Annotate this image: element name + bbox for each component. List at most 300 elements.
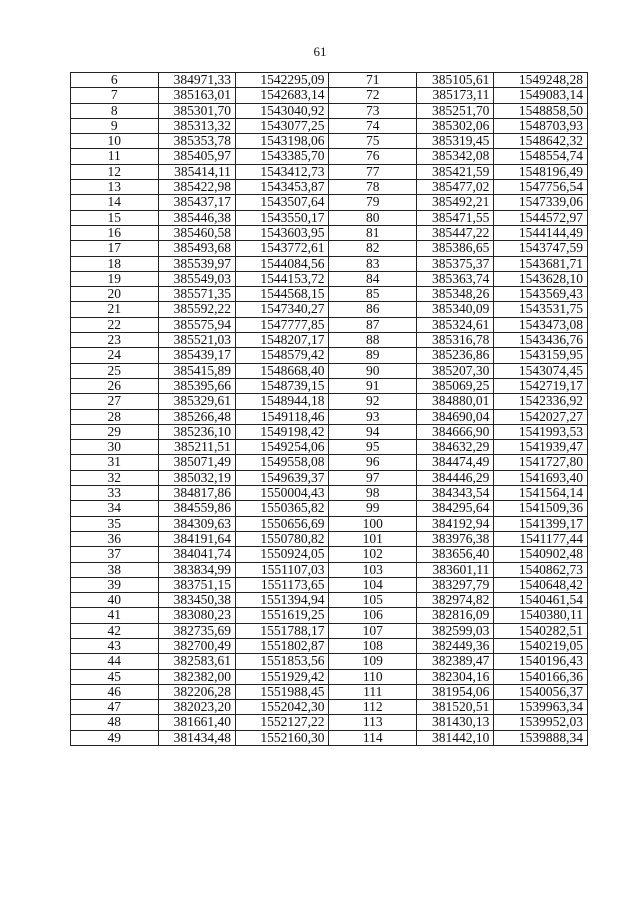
y-coordinate-cell: 1550365,82 (235, 501, 329, 516)
table-row (71, 684, 588, 699)
x-coordinate-cell: 385105,61 (416, 73, 493, 88)
y-coordinate-cell: 1543077,25 (235, 118, 329, 133)
table-row (71, 348, 588, 363)
y-coordinate-cell: 1543569,43 (494, 287, 588, 302)
x-coordinate-cell: 384632,29 (416, 440, 493, 455)
point-number-cell: 34 (71, 501, 159, 516)
y-coordinate-cell: 1542683,14 (235, 88, 329, 103)
x-coordinate-cell: 385437,17 (158, 195, 235, 210)
point-number-cell: 106 (329, 608, 417, 623)
point-number-cell: 82 (329, 241, 417, 256)
y-coordinate-cell: 1551394,94 (235, 593, 329, 608)
y-coordinate-cell: 1550924,05 (235, 547, 329, 562)
x-coordinate-cell: 385446,38 (158, 210, 235, 225)
table-row (71, 654, 588, 669)
x-coordinate-cell: 384309,63 (158, 516, 235, 531)
table-row (71, 440, 588, 455)
y-coordinate-cell: 1540461,54 (494, 593, 588, 608)
y-coordinate-cell: 1549639,37 (235, 470, 329, 485)
point-number-cell: 30 (71, 440, 159, 455)
point-number-cell: 105 (329, 593, 417, 608)
x-coordinate-cell: 385492,21 (416, 195, 493, 210)
x-coordinate-cell: 381430,13 (416, 715, 493, 730)
x-coordinate-cell: 381442,10 (416, 730, 493, 745)
y-coordinate-cell: 1543747,59 (494, 241, 588, 256)
point-number-cell: 9 (71, 118, 159, 133)
x-coordinate-cell: 385316,78 (416, 333, 493, 348)
x-coordinate-cell: 385207,30 (416, 363, 493, 378)
point-number-cell: 10 (71, 134, 159, 149)
x-coordinate-cell: 385363,74 (416, 271, 493, 286)
point-number-cell: 112 (329, 700, 417, 715)
y-coordinate-cell: 1544084,56 (235, 256, 329, 271)
x-coordinate-cell: 381954,06 (416, 684, 493, 699)
x-coordinate-cell: 383450,38 (158, 593, 235, 608)
x-coordinate-cell: 382700,49 (158, 638, 235, 653)
x-coordinate-cell: 385375,37 (416, 256, 493, 271)
point-number-cell: 28 (71, 409, 159, 424)
x-coordinate-cell: 382974,82 (416, 593, 493, 608)
point-number-cell: 83 (329, 256, 417, 271)
y-coordinate-cell: 1548944,18 (235, 394, 329, 409)
table-row (71, 195, 588, 210)
x-coordinate-cell: 383080,23 (158, 608, 235, 623)
point-number-cell: 76 (329, 149, 417, 164)
x-coordinate-cell: 382449,36 (416, 638, 493, 653)
y-coordinate-cell: 1543681,71 (494, 256, 588, 271)
y-coordinate-cell: 1544572,97 (494, 210, 588, 225)
table-row (71, 241, 588, 256)
y-coordinate-cell: 1548642,32 (494, 134, 588, 149)
point-number-cell: 111 (329, 684, 417, 699)
point-number-cell: 108 (329, 638, 417, 653)
x-coordinate-cell: 385539,97 (158, 256, 235, 271)
point-number-cell: 75 (329, 134, 417, 149)
x-coordinate-cell: 384446,29 (416, 470, 493, 485)
point-number-cell: 72 (329, 88, 417, 103)
page-number: 61 (313, 44, 327, 59)
x-coordinate-cell: 385324,61 (416, 317, 493, 332)
y-coordinate-cell: 1547340,27 (235, 302, 329, 317)
x-coordinate-cell: 385236,10 (158, 424, 235, 439)
x-coordinate-cell: 382304,16 (416, 669, 493, 684)
point-number-cell: 38 (71, 562, 159, 577)
x-coordinate-cell: 383297,79 (416, 577, 493, 592)
y-coordinate-cell: 1549248,28 (494, 73, 588, 88)
point-number-cell: 47 (71, 700, 159, 715)
table-row (71, 486, 588, 501)
y-coordinate-cell: 1539963,34 (494, 700, 588, 715)
point-number-cell: 71 (329, 73, 417, 88)
y-coordinate-cell: 1552127,22 (235, 715, 329, 730)
x-coordinate-cell: 385395,66 (158, 378, 235, 393)
point-number-cell: 22 (71, 317, 159, 332)
point-number-cell: 32 (71, 470, 159, 485)
y-coordinate-cell: 1548554,74 (494, 149, 588, 164)
table-row (71, 333, 588, 348)
x-coordinate-cell: 385071,49 (158, 455, 235, 470)
point-number-cell: 73 (329, 103, 417, 118)
table-row (71, 164, 588, 179)
point-number-cell: 35 (71, 516, 159, 531)
x-coordinate-cell: 381661,40 (158, 715, 235, 730)
point-number-cell: 29 (71, 424, 159, 439)
x-coordinate-cell: 383834,99 (158, 562, 235, 577)
table-row (71, 88, 588, 103)
point-number-cell: 87 (329, 317, 417, 332)
point-number-cell: 81 (329, 225, 417, 240)
table-row (71, 638, 588, 653)
point-number-cell: 16 (71, 225, 159, 240)
point-number-cell: 41 (71, 608, 159, 623)
y-coordinate-cell: 1547339,06 (494, 195, 588, 210)
point-number-cell: 33 (71, 486, 159, 501)
point-number-cell: 42 (71, 623, 159, 638)
y-coordinate-cell: 1549118,46 (235, 409, 329, 424)
y-coordinate-cell: 1543531,75 (494, 302, 588, 317)
y-coordinate-cell: 1548858,50 (494, 103, 588, 118)
point-number-cell: 17 (71, 241, 159, 256)
table-row (71, 394, 588, 409)
x-coordinate-cell: 384474,49 (416, 455, 493, 470)
point-number-cell: 23 (71, 333, 159, 348)
x-coordinate-cell: 382023,20 (158, 700, 235, 715)
y-coordinate-cell: 1540196,43 (494, 654, 588, 669)
table-row (71, 210, 588, 225)
x-coordinate-cell: 385592,22 (158, 302, 235, 317)
x-coordinate-cell: 383976,38 (416, 531, 493, 546)
table-row (71, 317, 588, 332)
x-coordinate-cell: 385173,11 (416, 88, 493, 103)
x-coordinate-cell: 383656,40 (416, 547, 493, 562)
table-row (71, 700, 588, 715)
point-number-cell: 86 (329, 302, 417, 317)
y-coordinate-cell: 1549254,06 (235, 440, 329, 455)
point-number-cell: 99 (329, 501, 417, 516)
y-coordinate-cell: 1540648,42 (494, 577, 588, 592)
point-number-cell: 109 (329, 654, 417, 669)
y-coordinate-cell: 1541399,17 (494, 516, 588, 531)
x-coordinate-cell: 385329,61 (158, 394, 235, 409)
point-number-cell: 31 (71, 455, 159, 470)
table-row (71, 669, 588, 684)
x-coordinate-cell: 385421,59 (416, 164, 493, 179)
point-number-cell: 88 (329, 333, 417, 348)
point-number-cell: 18 (71, 256, 159, 271)
table-row (71, 103, 588, 118)
x-coordinate-cell: 385439,17 (158, 348, 235, 363)
y-coordinate-cell: 1551788,17 (235, 623, 329, 638)
y-coordinate-cell: 1551988,45 (235, 684, 329, 699)
y-coordinate-cell: 1543159,95 (494, 348, 588, 363)
x-coordinate-cell: 385163,01 (158, 88, 235, 103)
point-number-cell: 48 (71, 715, 159, 730)
point-number-cell: 102 (329, 547, 417, 562)
x-coordinate-cell: 383601,11 (416, 562, 493, 577)
x-coordinate-cell: 385477,02 (416, 180, 493, 195)
point-number-cell: 110 (329, 669, 417, 684)
x-coordinate-cell: 385266,48 (158, 409, 235, 424)
x-coordinate-cell: 385405,97 (158, 149, 235, 164)
y-coordinate-cell: 1551619,25 (235, 608, 329, 623)
point-number-cell: 74 (329, 118, 417, 133)
y-coordinate-cell: 1549083,14 (494, 88, 588, 103)
y-coordinate-cell: 1540056,37 (494, 684, 588, 699)
y-coordinate-cell: 1547777,85 (235, 317, 329, 332)
table-row (71, 73, 588, 88)
y-coordinate-cell: 1551802,87 (235, 638, 329, 653)
point-number-cell: 92 (329, 394, 417, 409)
y-coordinate-cell: 1541509,36 (494, 501, 588, 516)
x-coordinate-cell: 385302,06 (416, 118, 493, 133)
point-number-cell: 84 (329, 271, 417, 286)
x-coordinate-cell: 385032,19 (158, 470, 235, 485)
x-coordinate-cell: 385313,32 (158, 118, 235, 133)
table-row (71, 409, 588, 424)
point-number-cell: 36 (71, 531, 159, 546)
y-coordinate-cell: 1550780,82 (235, 531, 329, 546)
y-coordinate-cell: 1551107,03 (235, 562, 329, 577)
point-number-cell: 26 (71, 378, 159, 393)
x-coordinate-cell: 385521,03 (158, 333, 235, 348)
x-coordinate-cell: 381434,48 (158, 730, 235, 745)
x-coordinate-cell: 384880,01 (416, 394, 493, 409)
y-coordinate-cell: 1541564,14 (494, 486, 588, 501)
x-coordinate-cell: 385422,98 (158, 180, 235, 195)
table-row (71, 134, 588, 149)
x-coordinate-cell: 384817,86 (158, 486, 235, 501)
y-coordinate-cell: 1543550,17 (235, 210, 329, 225)
y-coordinate-cell: 1549558,08 (235, 455, 329, 470)
point-number-cell: 100 (329, 516, 417, 531)
y-coordinate-cell: 1548739,15 (235, 378, 329, 393)
x-coordinate-cell: 384041,74 (158, 547, 235, 562)
x-coordinate-cell: 385301,70 (158, 103, 235, 118)
x-coordinate-cell: 385386,65 (416, 241, 493, 256)
y-coordinate-cell: 1543628,10 (494, 271, 588, 286)
x-coordinate-cell: 384690,04 (416, 409, 493, 424)
y-coordinate-cell: 1552160,30 (235, 730, 329, 745)
table-row (71, 256, 588, 271)
x-coordinate-cell: 385348,26 (416, 287, 493, 302)
point-number-cell: 7 (71, 88, 159, 103)
point-number-cell: 44 (71, 654, 159, 669)
y-coordinate-cell: 1541693,40 (494, 470, 588, 485)
table-row (71, 149, 588, 164)
point-number-cell: 107 (329, 623, 417, 638)
point-number-cell: 90 (329, 363, 417, 378)
y-coordinate-cell: 1548196,49 (494, 164, 588, 179)
x-coordinate-cell: 385414,11 (158, 164, 235, 179)
y-coordinate-cell: 1544153,72 (235, 271, 329, 286)
y-coordinate-cell: 1548579,42 (235, 348, 329, 363)
point-number-cell: 25 (71, 363, 159, 378)
table-row (71, 378, 588, 393)
y-coordinate-cell: 1541993,53 (494, 424, 588, 439)
x-coordinate-cell: 385471,55 (416, 210, 493, 225)
point-number-cell: 103 (329, 562, 417, 577)
x-coordinate-cell: 384559,86 (158, 501, 235, 516)
y-coordinate-cell: 1540862,73 (494, 562, 588, 577)
table-row (71, 455, 588, 470)
y-coordinate-cell: 1543074,45 (494, 363, 588, 378)
y-coordinate-cell: 1539952,03 (494, 715, 588, 730)
point-number-cell: 89 (329, 348, 417, 363)
point-number-cell: 46 (71, 684, 159, 699)
point-number-cell: 8 (71, 103, 159, 118)
y-coordinate-cell: 1542295,09 (235, 73, 329, 88)
x-coordinate-cell: 385493,68 (158, 241, 235, 256)
x-coordinate-cell: 383751,15 (158, 577, 235, 592)
point-number-cell: 45 (71, 669, 159, 684)
point-number-cell: 98 (329, 486, 417, 501)
x-coordinate-cell: 385415,89 (158, 363, 235, 378)
point-number-cell: 95 (329, 440, 417, 455)
table-row (71, 608, 588, 623)
y-coordinate-cell: 1541727,80 (494, 455, 588, 470)
point-number-cell: 24 (71, 348, 159, 363)
point-number-cell: 21 (71, 302, 159, 317)
point-number-cell: 20 (71, 287, 159, 302)
x-coordinate-cell: 385342,08 (416, 149, 493, 164)
point-number-cell: 27 (71, 394, 159, 409)
y-coordinate-cell: 1543473,08 (494, 317, 588, 332)
table-row (71, 470, 588, 485)
x-coordinate-cell: 384666,90 (416, 424, 493, 439)
point-number-cell: 49 (71, 730, 159, 745)
table-row (71, 271, 588, 286)
y-coordinate-cell: 1543198,06 (235, 134, 329, 149)
y-coordinate-cell: 1543385,70 (235, 149, 329, 164)
x-coordinate-cell: 382389,47 (416, 654, 493, 669)
table-row (71, 501, 588, 516)
y-coordinate-cell: 1543436,76 (494, 333, 588, 348)
table-row (71, 118, 588, 133)
point-number-cell: 79 (329, 195, 417, 210)
table-row (71, 424, 588, 439)
point-number-cell: 43 (71, 638, 159, 653)
y-coordinate-cell: 1548668,40 (235, 363, 329, 378)
point-number-cell: 101 (329, 531, 417, 546)
x-coordinate-cell: 385319,45 (416, 134, 493, 149)
table-row (71, 287, 588, 302)
x-coordinate-cell: 382599,03 (416, 623, 493, 638)
point-number-cell: 14 (71, 195, 159, 210)
y-coordinate-cell: 1549198,42 (235, 424, 329, 439)
x-coordinate-cell: 385549,03 (158, 271, 235, 286)
x-coordinate-cell: 382206,28 (158, 684, 235, 699)
x-coordinate-cell: 385251,70 (416, 103, 493, 118)
table-row (71, 531, 588, 546)
x-coordinate-cell: 382735,69 (158, 623, 235, 638)
y-coordinate-cell: 1551929,42 (235, 669, 329, 684)
y-coordinate-cell: 1544568,15 (235, 287, 329, 302)
y-coordinate-cell: 1539888,34 (494, 730, 588, 745)
y-coordinate-cell: 1552042,30 (235, 700, 329, 715)
x-coordinate-cell: 384295,64 (416, 501, 493, 516)
y-coordinate-cell: 1547756,54 (494, 180, 588, 195)
x-coordinate-cell: 382382,00 (158, 669, 235, 684)
point-number-cell: 12 (71, 164, 159, 179)
point-number-cell: 104 (329, 577, 417, 592)
x-coordinate-cell: 384971,33 (158, 73, 235, 88)
y-coordinate-cell: 1540902,48 (494, 547, 588, 562)
x-coordinate-cell: 384191,64 (158, 531, 235, 546)
point-number-cell: 37 (71, 547, 159, 562)
table-row (71, 623, 588, 638)
x-coordinate-cell: 384192,94 (416, 516, 493, 531)
point-number-cell: 40 (71, 593, 159, 608)
point-number-cell: 96 (329, 455, 417, 470)
y-coordinate-cell: 1543412,73 (235, 164, 329, 179)
y-coordinate-cell: 1542027,27 (494, 409, 588, 424)
y-coordinate-cell: 1541939,47 (494, 440, 588, 455)
y-coordinate-cell: 1542719,17 (494, 378, 588, 393)
point-number-cell: 113 (329, 715, 417, 730)
y-coordinate-cell: 1551173,65 (235, 577, 329, 592)
table-row (71, 302, 588, 317)
x-coordinate-cell: 385353,78 (158, 134, 235, 149)
table-row (71, 562, 588, 577)
x-coordinate-cell: 382816,09 (416, 608, 493, 623)
y-coordinate-cell: 1540219,05 (494, 638, 588, 653)
x-coordinate-cell: 385460,58 (158, 225, 235, 240)
y-coordinate-cell: 1551853,56 (235, 654, 329, 669)
x-coordinate-cell: 385236,86 (416, 348, 493, 363)
coordinates-table (70, 72, 588, 746)
table-row (71, 180, 588, 195)
point-number-cell: 78 (329, 180, 417, 195)
point-number-cell: 80 (329, 210, 417, 225)
table-row (71, 577, 588, 592)
x-coordinate-cell: 381520,51 (416, 700, 493, 715)
y-coordinate-cell: 1541177,44 (494, 531, 588, 546)
point-number-cell: 19 (71, 271, 159, 286)
point-number-cell: 13 (71, 180, 159, 195)
y-coordinate-cell: 1540380,11 (494, 608, 588, 623)
y-coordinate-cell: 1543453,87 (235, 180, 329, 195)
point-number-cell: 77 (329, 164, 417, 179)
table-row (71, 593, 588, 608)
y-coordinate-cell: 1543772,61 (235, 241, 329, 256)
y-coordinate-cell: 1550004,43 (235, 486, 329, 501)
table-row (71, 516, 588, 531)
point-number-cell: 91 (329, 378, 417, 393)
point-number-cell: 39 (71, 577, 159, 592)
y-coordinate-cell: 1540282,51 (494, 623, 588, 638)
y-coordinate-cell: 1548703,93 (494, 118, 588, 133)
point-number-cell: 15 (71, 210, 159, 225)
x-coordinate-cell: 384343,54 (416, 486, 493, 501)
y-coordinate-cell: 1540166,36 (494, 669, 588, 684)
y-coordinate-cell: 1542336,92 (494, 394, 588, 409)
point-number-cell: 93 (329, 409, 417, 424)
x-coordinate-cell: 385211,51 (158, 440, 235, 455)
y-coordinate-cell: 1550656,69 (235, 516, 329, 531)
point-number-cell: 6 (71, 73, 159, 88)
y-coordinate-cell: 1543040,92 (235, 103, 329, 118)
point-number-cell: 114 (329, 730, 417, 745)
x-coordinate-cell: 382583,61 (158, 654, 235, 669)
x-coordinate-cell: 385340,09 (416, 302, 493, 317)
x-coordinate-cell: 385447,22 (416, 225, 493, 240)
point-number-cell: 11 (71, 149, 159, 164)
table-row (71, 363, 588, 378)
point-number-cell: 85 (329, 287, 417, 302)
y-coordinate-cell: 1544144,49 (494, 225, 588, 240)
table-row (71, 225, 588, 240)
y-coordinate-cell: 1543603,95 (235, 225, 329, 240)
